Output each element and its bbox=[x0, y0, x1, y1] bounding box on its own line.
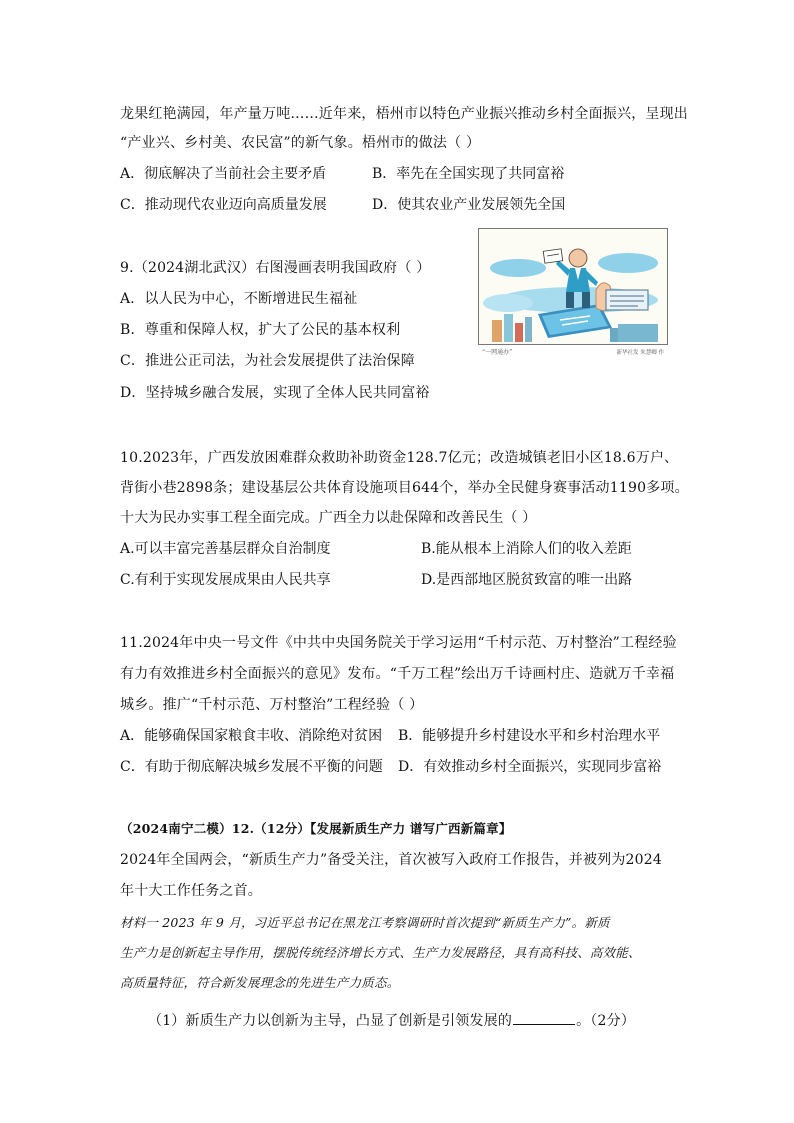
q9-option-b: B．尊重和保障人权，扩大了公民的基本权利 bbox=[120, 322, 401, 338]
q12-material1-line2: 生产力是创新起主导作用，摆脱传统经济增长方式、生产力发展路径，具有高科技、高效能、 bbox=[120, 945, 641, 960]
q9-stem: 9.（2024湖北武汉）右图漫画表明我国政府（ ） bbox=[120, 260, 431, 276]
q11-stem-line3: 城乡。推广“千村示范、万村整治”工程经验（ ） bbox=[120, 697, 424, 713]
q10-option-c: C.有利于实现发展成果由人民共享 bbox=[120, 572, 331, 588]
q10-stem-line2: 背街小巷2898条；建设基层公共体育设施项目644个，举办全民健身赛事活动1190多项。 bbox=[120, 480, 689, 496]
q12-subquestion-1 bbox=[148, 1010, 635, 1031]
q9-option-a: A．以人民为中心，不断增进民生福祉 bbox=[120, 291, 358, 307]
q10-option-a: A.可以丰富完善基层群众自治制度 bbox=[120, 541, 331, 557]
q10-stem-line3: 十大为民办实事工程全面完成。广西全力以赴保障和改善民生（ ） bbox=[120, 510, 537, 526]
q8-option-d: D．使其农业产业发展领先全国 bbox=[372, 197, 566, 213]
q8-stem-line2: “产业兴、乡村美、农民富”的新气象。梧州市的做法（ ） bbox=[120, 135, 481, 151]
comic-svg bbox=[478, 228, 668, 358]
q11-option-b: B．能够提升乡村建设水平和乡村治理水平 bbox=[398, 728, 661, 744]
q10-stem-line1: 10.2023年，广西发放困难群众救助补助资金128.7亿元；改造城镇老旧小区18.6万户、 bbox=[120, 450, 679, 466]
q11-option-c: C．有助于彻底解决城乡发展不平衡的问题 bbox=[120, 759, 383, 775]
q8-option-c: C．推动现代农业迈向高质量发展 bbox=[120, 197, 327, 213]
comic-illustration bbox=[478, 228, 668, 358]
q12-intro-line2: 年十大工作任务之首。 bbox=[120, 883, 262, 899]
q12-sub1-suffix: 。（2分） bbox=[576, 1013, 636, 1029]
comic-caption-left: “一网通办” bbox=[482, 349, 513, 356]
q11-stem-line1: 11.2024年中央一号文件《中共中央国务院关于学习运用“千村示范、万村整治”工程经验 bbox=[120, 635, 677, 651]
q8-stem-line1: 龙果红艳满园，年产量万吨……近年来，梧州市以特色产业振兴推动乡村全面振兴，呈现出 bbox=[120, 106, 688, 122]
answer-blank[interactable] bbox=[513, 1010, 575, 1025]
comic-caption-right: 新华社发 朱慧卿 作 bbox=[616, 350, 664, 356]
q11-option-d: D．有效推动乡村全面振兴，实现同步富裕 bbox=[398, 759, 662, 775]
q12-sub1-prefix: （1）新质生产力以创新为主导，凸显了创新是引领发展的 bbox=[148, 1013, 513, 1029]
q8-option-a: A．彻底解决了当前社会主要矛盾 bbox=[120, 166, 327, 182]
q10-option-b: B.能从根本上消除人们的收入差距 bbox=[421, 541, 632, 557]
q9-option-c: C．推进公正司法，为社会发展提供了法治保障 bbox=[120, 353, 415, 369]
q11-option-a: A．能够确保国家粮食丰收、消除绝对贫困 bbox=[120, 728, 383, 744]
q10-option-d: D.是西部地区脱贫致富的唯一出路 bbox=[421, 572, 633, 588]
q12-header: （2024南宁二模）12.（12分）【发展新质生产力 谱写广西新篇章】 bbox=[120, 821, 512, 836]
q12-material1-line1: 材料一 2023 年 9 月，习近平总书记在黑龙江考察调研时首次提到“新质生产力”。新质 bbox=[120, 915, 610, 930]
q11-stem-line2: 有力有效推进乡村全面振兴的意见》发布。“千万工程”绘出万千诗画村庄、造就万千幸福 bbox=[120, 666, 675, 682]
q12-intro-line1: 2024年全国两会，“新质生产力”备受关注，首次被写入政府工作报告，并被列为2024 bbox=[120, 852, 662, 868]
q12-material1-line3: 高质量特征，符合新发展理念的先进生产力质态。 bbox=[120, 975, 400, 990]
q8-option-b: B．率先在全国实现了共同富裕 bbox=[372, 166, 565, 182]
q9-option-d: D．坚持城乡融合发展，实现了全体人民共同富裕 bbox=[120, 385, 430, 401]
